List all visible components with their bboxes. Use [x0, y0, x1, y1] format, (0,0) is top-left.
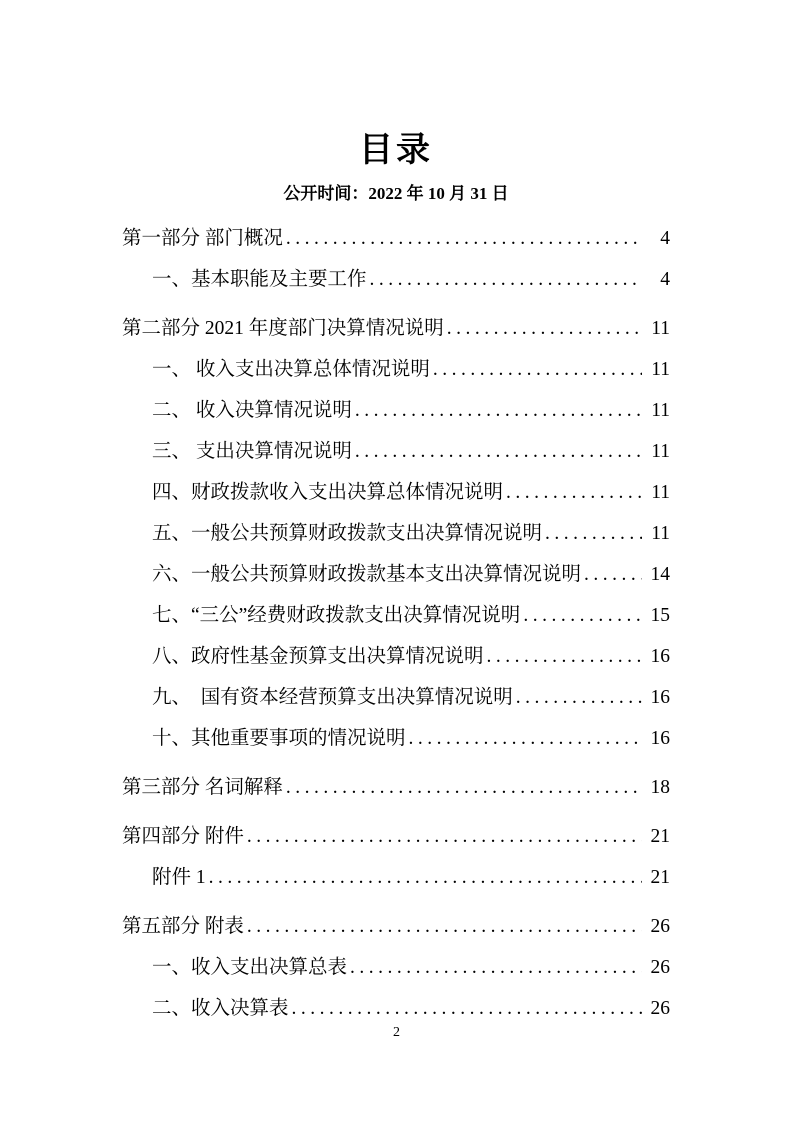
toc-entry[interactable]	[122, 259, 670, 300]
toc-leader-dots	[409, 718, 642, 759]
toc-leader-dots	[350, 947, 642, 988]
page-footer	[0, 1024, 793, 1042]
toc-entry-page: 26	[650, 916, 670, 937]
toc-entry[interactable]	[122, 431, 670, 472]
toc-entry-text: 四、财政拨款收入支出决算总体情况说明	[152, 482, 504, 503]
toc-leader-dots	[355, 390, 642, 431]
toc-entry[interactable]	[122, 513, 670, 554]
toc-entry[interactable]	[122, 677, 670, 718]
toc-leader-dots	[286, 218, 642, 259]
toc-entry[interactable]	[122, 390, 670, 431]
toc-leader-dots	[286, 767, 642, 808]
toc-entry[interactable]	[122, 718, 670, 759]
toc-entry[interactable]	[122, 349, 670, 390]
toc-leader-dots	[516, 677, 642, 718]
page-number: 2	[393, 1025, 400, 1040]
toc-entry-text: 七、“三公”经费财政拨款支出决算情况说明	[152, 605, 521, 626]
toc-entry-text: 一、基本职能及主要工作	[152, 269, 367, 290]
toc-entry[interactable]	[122, 947, 670, 988]
toc-entry[interactable]	[122, 988, 670, 1029]
toc-leader-dots	[523, 595, 642, 636]
toc-entry-page: 26	[650, 998, 670, 1019]
toc-entry-page: 11	[651, 441, 670, 462]
toc-leader-dots	[545, 513, 642, 554]
toc-entry-text: 五、一般公共预算财政拨款支出决算情况说明	[152, 523, 543, 544]
toc-entry[interactable]	[122, 636, 670, 677]
toc-entry-page: 16	[650, 728, 670, 749]
toc-entry-page: 11	[651, 318, 670, 339]
toc-entry-page: 16	[650, 687, 670, 708]
toc-leader-dots	[292, 988, 642, 1029]
toc-entry-page: 11	[651, 482, 670, 503]
toc-entry[interactable]	[122, 554, 670, 595]
toc-entry-text: 第一部分 部门概况	[122, 228, 283, 249]
toc-entry-text: 九、 国有资本经营预算支出决算情况说明	[152, 687, 513, 708]
toc-entry-text: 六、一般公共预算财政拨款基本支出决算情况说明	[152, 564, 582, 585]
toc-entry-page: 4	[660, 228, 670, 249]
toc-entry[interactable]	[122, 218, 670, 259]
toc-entry-page: 15	[650, 605, 670, 626]
page-title: 目录	[359, 131, 433, 169]
toc-entry-text: 第四部分 附件	[122, 826, 244, 847]
toc-entry-page: 18	[650, 777, 670, 798]
publish-date: 2022 年 10 月 31 日	[368, 184, 509, 203]
toc-entry-text: 第五部分 附表	[122, 916, 244, 937]
publish-time-label: 公开时间：	[283, 184, 369, 203]
toc-leader-dots	[506, 472, 642, 513]
toc-entry-page: 21	[650, 867, 670, 888]
toc-entry-text: 二、收入决算表	[152, 998, 289, 1019]
toc-entry-text: 一、收入支出决算总表	[152, 957, 348, 978]
toc-entry[interactable]	[122, 472, 670, 513]
toc-entry-text: 一、 收入支出决算总体情况说明	[152, 359, 430, 380]
toc-leader-dots	[487, 636, 642, 677]
toc-entry[interactable]	[122, 906, 670, 947]
toc-entry[interactable]	[122, 595, 670, 636]
toc-entry-page: 14	[650, 564, 670, 585]
toc-entry-text: 十、其他重要事项的情况说明	[152, 728, 406, 749]
toc-entry-page: 16	[650, 646, 670, 667]
toc-entry-text: 第二部分 2021 年度部门决算情况说明	[122, 318, 444, 339]
toc-entry-text: 二、 收入决算情况说明	[152, 400, 352, 421]
toc-entry[interactable]	[122, 816, 670, 857]
toc-entry-text: 八、政府性基金预算支出决算情况说明	[152, 646, 484, 667]
toc-entry-page: 11	[651, 359, 670, 380]
toc-entry-page: 4	[660, 269, 670, 290]
toc-list	[122, 218, 670, 1029]
toc-entry-page: 21	[650, 826, 670, 847]
toc-leader-dots	[584, 554, 642, 595]
toc-entry[interactable]	[122, 767, 670, 808]
toc-entry-text: 第三部分 名词解释	[122, 777, 283, 798]
toc-entry[interactable]	[122, 308, 670, 349]
toc-entry-text: 附件 1	[152, 867, 206, 888]
toc-entry[interactable]	[122, 857, 670, 898]
toc-entry-page: 11	[651, 400, 670, 421]
toc-leader-dots	[209, 857, 642, 898]
toc-leader-dots	[247, 816, 642, 857]
toc-entry-page: 26	[650, 957, 670, 978]
toc-leader-dots	[370, 259, 642, 300]
toc-leader-dots	[355, 431, 642, 472]
toc-leader-dots	[447, 308, 642, 349]
toc-leader-dots	[247, 906, 642, 947]
publish-info	[122, 183, 670, 205]
toc-entry-page: 11	[651, 523, 670, 544]
toc-leader-dots	[433, 349, 642, 390]
toc-entry-text: 三、 支出决算情况说明	[152, 441, 352, 462]
